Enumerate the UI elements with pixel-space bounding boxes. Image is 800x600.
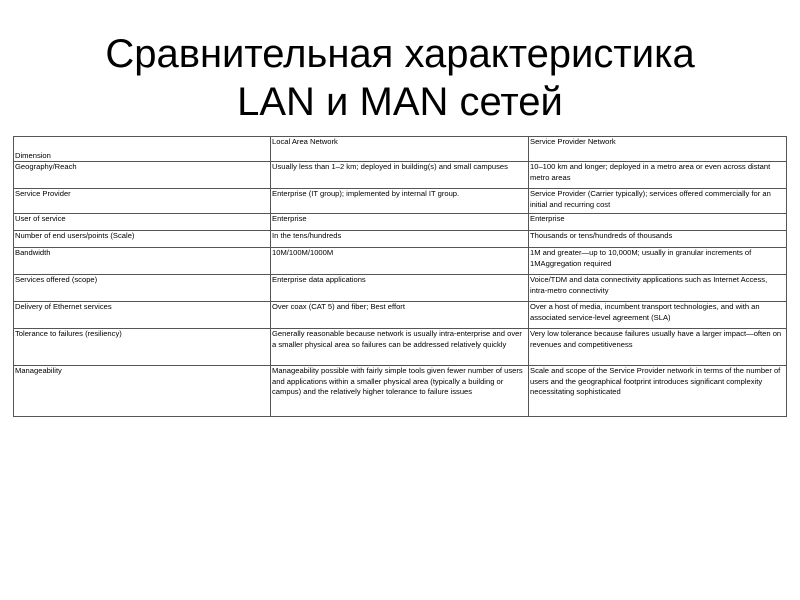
page-title-line-1: Сравнительная характеристика <box>105 32 695 76</box>
table-row <box>14 231 787 248</box>
row-label: Service Provider <box>14 189 271 214</box>
spn-cell: 10–100 km and longer; deployed in a metro area or even across distant metro areas <box>529 162 787 189</box>
header-cell-service-provider: Service Provider Network <box>529 137 787 162</box>
lan-cell: Manageability possible with fairly simple tools given fewer number of users and applications within a smaller physical area (typically a building or campus) and the relatively higher tolerance to failure issues <box>271 366 529 417</box>
header-cell-dimension: Dimension <box>14 137 271 162</box>
lan-cell: Usually less than 1–2 km; deployed in building(s) and small campuses <box>271 162 529 189</box>
row-label: Delivery of Ethernet services <box>14 302 271 329</box>
table-row <box>14 275 787 302</box>
lan-cell: Enterprise data applications <box>271 275 529 302</box>
table-row <box>14 302 787 329</box>
spn-cell: Over a host of media, incumbent transport technologies, and with an associated service-level agreement (SLA) <box>529 302 787 329</box>
spn-cell: Thousands or tens/hundreds of thousands <box>529 231 787 248</box>
comparison-table-container <box>13 136 786 417</box>
table-row <box>14 248 787 275</box>
spn-cell: Service Provider (Carrier typically); services offered commercially for an initial and recurring cost <box>529 189 787 214</box>
spn-cell: Enterprise <box>529 214 787 231</box>
lan-cell: Enterprise <box>271 214 529 231</box>
table-row <box>14 189 787 214</box>
comparison-table <box>13 136 787 417</box>
lan-cell: Over coax (CAT 5) and fiber; Best effort <box>271 302 529 329</box>
table-row <box>14 329 787 366</box>
row-label: User of service <box>14 214 271 231</box>
row-label: Number of end users/points (Scale) <box>14 231 271 248</box>
row-label: Manageability <box>14 366 271 417</box>
lan-cell: 10M/100M/1000M <box>271 248 529 275</box>
table-row <box>14 214 787 231</box>
spn-cell: 1M and greater—up to 10,000M; usually in granular increments of 1MAggregation required <box>529 248 787 275</box>
page-title-line-2: LAN и MAN сетей <box>237 80 563 124</box>
lan-cell: Generally reasonable because network is usually intra-enterprise and over a smaller physical area so failures can be addressed relatively quickly <box>271 329 529 366</box>
table-header-row <box>14 137 787 162</box>
spn-cell: Voice/TDM and data connectivity applications such as Internet Access, intra-metro connectivity <box>529 275 787 302</box>
page-title <box>0 30 800 126</box>
lan-cell: Enterprise (IT group); implemented by internal IT group. <box>271 189 529 214</box>
spn-cell: Very low tolerance because failures usually have a larger impact—often on revenues and competitiveness <box>529 329 787 366</box>
header-cell-lan: Local Area Network <box>271 137 529 162</box>
row-label: Services offered (scope) <box>14 275 271 302</box>
table-row <box>14 366 787 417</box>
lan-cell: In the tens/hundreds <box>271 231 529 248</box>
table-row <box>14 162 787 189</box>
row-label: Tolerance to failures (resiliency) <box>14 329 271 366</box>
row-label: Bandwidth <box>14 248 271 275</box>
spn-cell: Scale and scope of the Service Provider network in terms of the number of users and the geographical footprint introduces significant complexity necessitating sophisticated <box>529 366 787 417</box>
row-label: Geography/Reach <box>14 162 271 189</box>
